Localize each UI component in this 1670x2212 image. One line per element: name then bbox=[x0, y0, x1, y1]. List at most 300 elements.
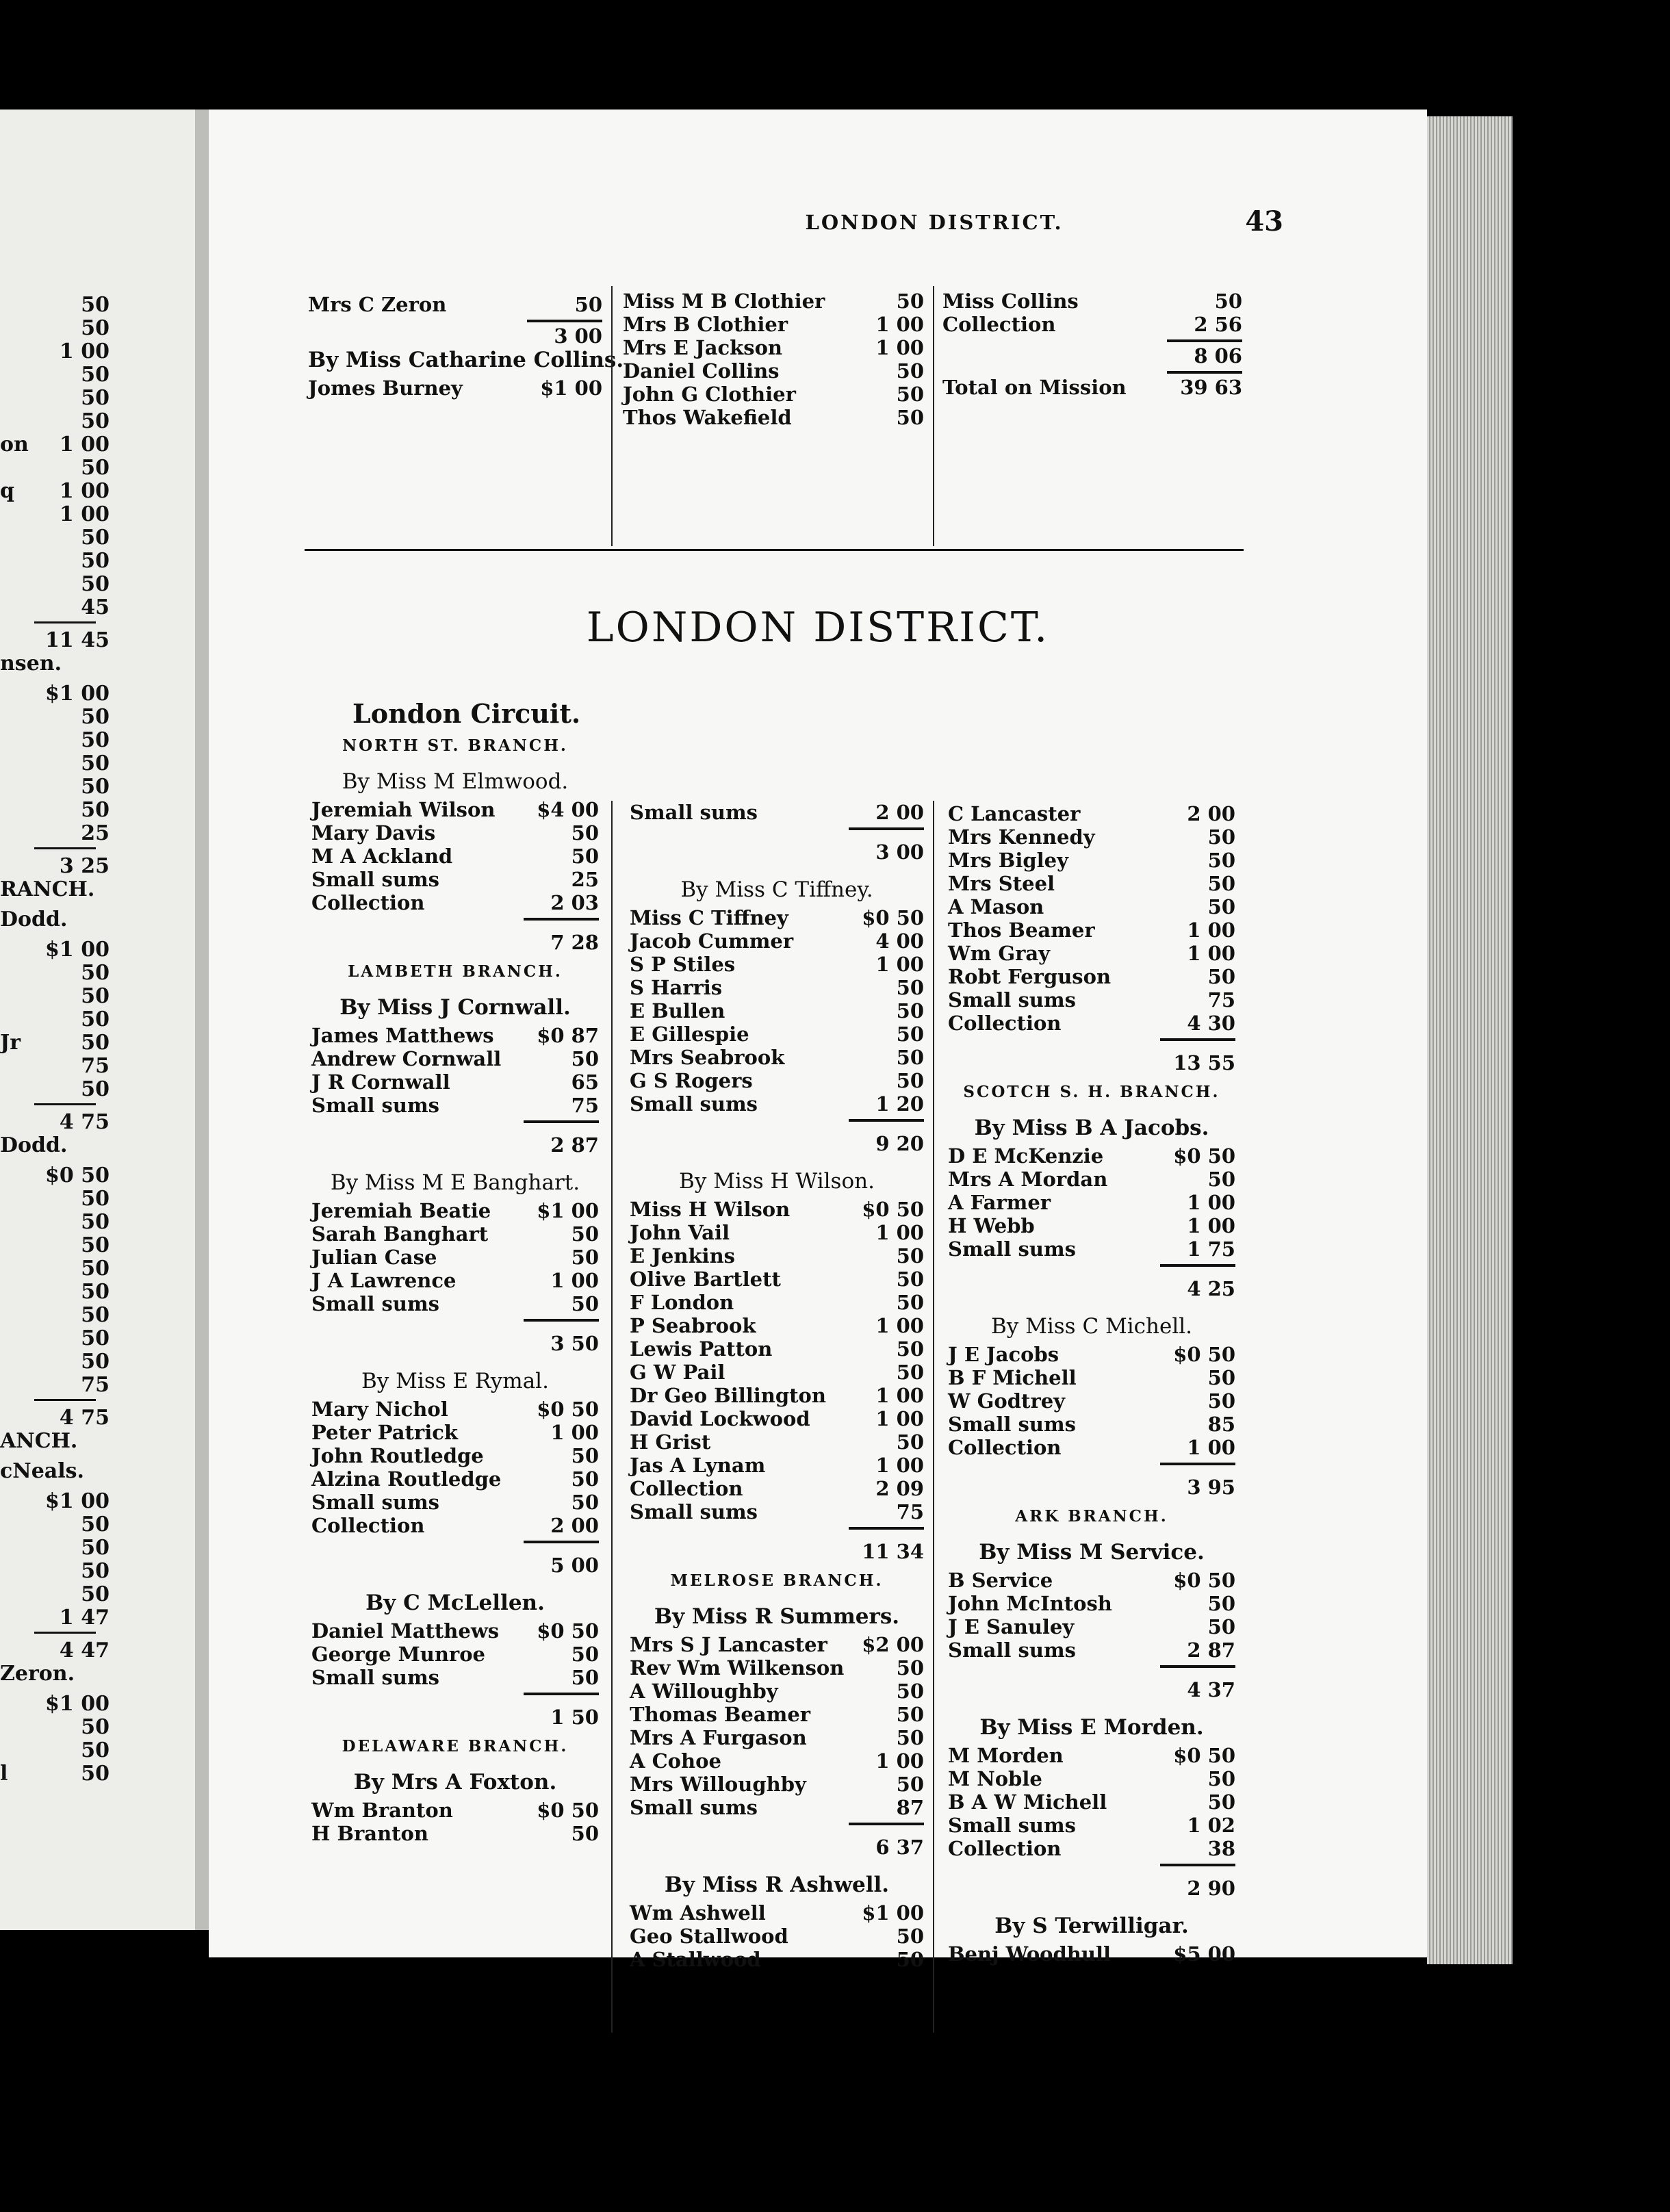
subscriber-row bbox=[623, 290, 924, 313]
subscriber-name: J A Lawrence bbox=[311, 1269, 457, 1292]
total-rule bbox=[948, 1459, 1235, 1467]
subscriber-name: Collection bbox=[942, 313, 1056, 336]
subscription-amount: 2 56 bbox=[1194, 313, 1242, 336]
subtotal-row bbox=[948, 1467, 1235, 1507]
collector-heading bbox=[948, 1309, 1235, 1343]
subscription-amount: 50 bbox=[1207, 1790, 1235, 1814]
circuit-title: London Circuit. bbox=[352, 698, 581, 729]
subscriber-row bbox=[311, 1246, 599, 1269]
subscriber-name: A Farmer bbox=[948, 1191, 1051, 1214]
subscriber-row bbox=[308, 293, 602, 316]
subscriber-name: David Lockwood bbox=[630, 1407, 810, 1430]
subscriber-name: Small sums bbox=[311, 1666, 439, 1689]
subscription-amount: 50 bbox=[1207, 1615, 1235, 1638]
subscriber-name: Collection bbox=[311, 1514, 425, 1537]
subscription-amount: $0 50 bbox=[537, 1619, 599, 1643]
left-page-amount: 50 bbox=[81, 1007, 110, 1031]
subscriber-row bbox=[948, 942, 1235, 965]
subscription-amount: 50 bbox=[896, 1244, 924, 1268]
subscriber-name: Mrs S J Lancaster bbox=[630, 1633, 827, 1656]
left-page-amount: 50 bbox=[81, 1031, 110, 1055]
subscriber-row bbox=[630, 999, 924, 1023]
subscription-amount: 1 00 bbox=[550, 1421, 599, 1444]
left-page-amount: 50 bbox=[81, 1187, 110, 1211]
subscription-amount: 50 bbox=[896, 1726, 924, 1749]
subscription-amount: 50 bbox=[571, 1292, 599, 1315]
left-page-amount: 50 bbox=[81, 961, 110, 985]
collector-name: By Miss C Michell. bbox=[990, 1314, 1193, 1339]
left-page-text: on bbox=[0, 433, 29, 456]
subscription-amount: 50 bbox=[896, 1069, 924, 1092]
subscriber-row bbox=[630, 1221, 924, 1244]
subscriber-row bbox=[948, 1436, 1235, 1459]
subscriber-name: A Stallwood bbox=[630, 1948, 761, 1971]
subscription-amount: 50 bbox=[896, 1680, 924, 1703]
subscriber-name: A Cohoe bbox=[630, 1749, 721, 1773]
left-page-text: cNeals. bbox=[0, 1459, 84, 1483]
subscriber-row bbox=[948, 1569, 1235, 1592]
subscription-amount: 87 bbox=[896, 1796, 924, 1819]
left-page-text: ANCH. bbox=[0, 1429, 78, 1453]
subscription-amount: 1 00 bbox=[1187, 918, 1235, 942]
subscriber-name: E Bullen bbox=[630, 999, 725, 1023]
left-page-amount: 50 bbox=[81, 363, 110, 387]
subscriber-row bbox=[948, 1144, 1235, 1168]
subscriber-row bbox=[630, 1046, 924, 1069]
subscriber-row bbox=[630, 1500, 924, 1523]
subscriber-name: S Harris bbox=[630, 976, 723, 999]
subtotal-amount: 2 90 bbox=[1187, 1877, 1235, 1900]
subscription-amount: 1 00 bbox=[875, 1221, 924, 1244]
subscription-amount: 75 bbox=[1207, 988, 1235, 1012]
subscription-amount: 50 bbox=[571, 1666, 599, 1689]
circuit-heading bbox=[311, 698, 599, 736]
subscription-amount: 50 bbox=[571, 1246, 599, 1269]
left-page-amount: $0 50 bbox=[45, 1163, 110, 1187]
collector-heading bbox=[948, 1908, 1235, 1942]
subscriber-name: Sarah Banghart bbox=[311, 1222, 489, 1246]
branch-heading bbox=[948, 1083, 1235, 1110]
subscriber-row bbox=[311, 868, 599, 891]
subscription-amount: 50 bbox=[571, 821, 599, 845]
subscriber-name: H Webb bbox=[948, 1214, 1035, 1237]
subscription-amount: 1 00 bbox=[875, 313, 924, 336]
branch-heading bbox=[948, 1507, 1235, 1534]
subscriber-row bbox=[948, 1012, 1235, 1035]
subscription-amount: 1 00 bbox=[875, 1749, 924, 1773]
subscriber-name: Jeremiah Beatie bbox=[311, 1199, 491, 1222]
left-page-amount: 1 00 bbox=[59, 433, 110, 456]
left-page-amount: 50 bbox=[81, 705, 110, 729]
subscription-amount: 1 00 bbox=[875, 336, 924, 359]
subscription-amount: 50 bbox=[1207, 895, 1235, 918]
subscription-amount: 50 bbox=[1214, 290, 1242, 313]
subtotal-amount: 7 28 bbox=[550, 931, 599, 954]
subscriber-name: Small sums bbox=[311, 1292, 439, 1315]
subscriber-row bbox=[311, 1822, 599, 1845]
subscriber-row bbox=[630, 1291, 924, 1314]
subscription-amount: 50 bbox=[896, 999, 924, 1023]
total-rule bbox=[948, 1860, 1235, 1868]
subscriber-row bbox=[630, 1901, 924, 1925]
collector-name: By Miss M E Banghart. bbox=[330, 1170, 580, 1195]
subtotal-amount: 3 95 bbox=[1187, 1476, 1235, 1499]
left-page-text: Dodd. bbox=[0, 1133, 68, 1157]
right-page bbox=[209, 110, 1427, 1971]
subscriber-row bbox=[311, 1666, 599, 1689]
subscriber-row bbox=[630, 1430, 924, 1454]
column-rule bbox=[933, 801, 934, 2033]
subscriber-row bbox=[948, 1413, 1235, 1436]
subscriber-row bbox=[948, 1366, 1235, 1389]
subscriber-row bbox=[311, 1619, 599, 1643]
collector-name: By Miss E Morden. bbox=[979, 1715, 1204, 1740]
subscriber-name: Jacob Cummer bbox=[630, 929, 794, 953]
subscriber-row bbox=[630, 1337, 924, 1361]
left-page-amount: 50 bbox=[81, 1738, 110, 1762]
subscriber-name: B F Michell bbox=[948, 1366, 1077, 1389]
subscriber-row bbox=[630, 1244, 924, 1268]
running-title: LONDON DISTRICT. bbox=[805, 211, 1064, 234]
subtotal-row bbox=[311, 1125, 599, 1165]
left-page-amount: 50 bbox=[81, 1303, 110, 1327]
subscription-amount: 4 00 bbox=[875, 929, 924, 953]
subscriber-row bbox=[948, 1814, 1235, 1837]
subscriber-row bbox=[948, 1389, 1235, 1413]
subtotal-amount: 2 87 bbox=[550, 1133, 599, 1157]
subtotal-amount: 6 37 bbox=[875, 1836, 924, 1859]
subtotal-row bbox=[948, 1670, 1235, 1710]
subscriber-name: Miss H Wilson bbox=[630, 1198, 791, 1221]
collector-name: By Miss E Rymal. bbox=[361, 1369, 549, 1393]
subscription-amount: 50 bbox=[896, 1291, 924, 1314]
subscriber-row bbox=[948, 918, 1235, 942]
total-rule bbox=[34, 1632, 96, 1634]
subscriber-row bbox=[311, 1024, 599, 1047]
subscriber-row bbox=[630, 1925, 924, 1948]
subscriber-name: W Godtrey bbox=[948, 1389, 1066, 1413]
subscriber-name: B A W Michell bbox=[948, 1790, 1107, 1814]
subscription-amount: 65 bbox=[571, 1070, 599, 1094]
subscriber-row bbox=[630, 1384, 924, 1407]
total-rule bbox=[630, 1523, 924, 1532]
subscriber-row bbox=[311, 1070, 599, 1094]
subscription-amount: 50 bbox=[571, 1491, 599, 1514]
subscriber-name: Mrs A Furgason bbox=[630, 1726, 807, 1749]
subscriber-name: G W Pail bbox=[630, 1361, 725, 1384]
total-rule bbox=[948, 1261, 1235, 1269]
left-page-amount: 50 bbox=[81, 456, 110, 480]
district-title: LONDON DISTRICT. bbox=[586, 604, 1050, 652]
subscriber-name: Collection bbox=[311, 891, 425, 914]
branch-heading bbox=[630, 1571, 924, 1599]
subscriber-name: J E Sanuley bbox=[948, 1615, 1075, 1638]
subscriber-name: Mary Davis bbox=[311, 821, 436, 845]
subtotal-row bbox=[630, 1532, 924, 1571]
subscription-amount: 50 bbox=[571, 845, 599, 868]
subscription-amount: $0 50 bbox=[1173, 1569, 1235, 1592]
left-page-amount: 50 bbox=[81, 409, 110, 433]
total-rule bbox=[630, 824, 924, 832]
subscriber-row bbox=[948, 1168, 1235, 1191]
subscriber-row bbox=[948, 1942, 1235, 1966]
subscription-amount: $5 00 bbox=[1173, 1942, 1235, 1966]
left-page-amount: 4 47 bbox=[59, 1638, 110, 1662]
subscriber-row bbox=[308, 376, 602, 400]
branch-title: NORTH ST. BRANCH. bbox=[342, 736, 568, 755]
subscription-amount: 1 00 bbox=[1187, 1191, 1235, 1214]
branch-heading bbox=[311, 736, 599, 764]
subscriber-row bbox=[942, 313, 1242, 336]
collector-name: By Miss M Elmwood. bbox=[342, 769, 569, 794]
subscriber-row bbox=[942, 376, 1242, 399]
subscriber-name: Daniel Collins bbox=[623, 359, 780, 383]
subscription-amount: $0 50 bbox=[537, 1799, 599, 1822]
total-rule bbox=[311, 1537, 599, 1545]
left-page-amount: 50 bbox=[81, 526, 110, 550]
total-rule bbox=[34, 1399, 96, 1401]
total-rule bbox=[311, 1117, 599, 1125]
subscriber-row bbox=[630, 1726, 924, 1749]
subscriber-name: B Service bbox=[948, 1569, 1053, 1592]
subscription-amount: 2 03 bbox=[550, 891, 599, 914]
subscriber-row bbox=[948, 872, 1235, 895]
subscriber-name: Mrs A Mordan bbox=[948, 1168, 1108, 1191]
subscriber-name: Andrew Cornwall bbox=[311, 1047, 502, 1070]
left-page-amount: $1 00 bbox=[45, 1489, 110, 1513]
subscription-amount: 1 75 bbox=[1187, 1237, 1235, 1261]
subscriber-name: Small sums bbox=[311, 868, 439, 891]
subscriber-name: Mrs Seabrook bbox=[630, 1046, 785, 1069]
subscription-amount: 50 bbox=[896, 1337, 924, 1361]
branch-title: LAMBETH BRANCH. bbox=[348, 962, 563, 981]
subscriber-name: C Lancaster bbox=[948, 802, 1081, 825]
subscriber-row bbox=[630, 1314, 924, 1337]
subscription-amount: 50 bbox=[896, 1948, 924, 1971]
branch-title: DELAWARE BRANCH. bbox=[342, 1737, 569, 1756]
subscription-amount: 50 bbox=[1207, 965, 1235, 988]
subscriber-name: Mrs Bigley bbox=[948, 849, 1068, 872]
subtotal-row bbox=[948, 1043, 1235, 1083]
collector-heading bbox=[311, 1363, 599, 1398]
left-page-amount: $1 00 bbox=[45, 682, 110, 706]
subscriber-row bbox=[630, 976, 924, 999]
subscriber-row bbox=[311, 1799, 599, 1822]
subscriber-name: Small sums bbox=[948, 1638, 1076, 1662]
subtotal-amount: 4 25 bbox=[1187, 1277, 1235, 1300]
subscriber-name: Mrs Kennedy bbox=[948, 825, 1095, 849]
subscriber-row bbox=[948, 849, 1235, 872]
subscriber-name: Wm Branton bbox=[311, 1799, 453, 1822]
subscriber-name: Collection bbox=[948, 1837, 1062, 1860]
subscriber-row bbox=[630, 953, 924, 976]
subscriber-row bbox=[630, 1703, 924, 1726]
subscription-amount: 50 bbox=[571, 1643, 599, 1666]
subscriber-name: Mrs E Jackson bbox=[623, 336, 783, 359]
subscriber-name: James Matthews bbox=[311, 1024, 494, 1047]
circuit-column-2 bbox=[630, 801, 924, 1971]
subscription-amount: 50 bbox=[574, 293, 602, 316]
subscription-amount: 50 bbox=[1207, 872, 1235, 895]
subscription-amount: 85 bbox=[1207, 1413, 1235, 1436]
left-page-amount: 50 bbox=[81, 1233, 110, 1257]
subscriber-row bbox=[630, 1773, 924, 1796]
collector-heading bbox=[311, 990, 599, 1024]
subscriber-row bbox=[630, 906, 924, 929]
subscriber-row bbox=[948, 895, 1235, 918]
subscriber-row bbox=[630, 1477, 924, 1500]
subscriber-name: Jeremiah Wilson bbox=[311, 798, 496, 821]
subscriber-name: M A Ackland bbox=[311, 845, 453, 868]
top-table-column-3 bbox=[942, 290, 1242, 399]
total-rule bbox=[948, 1035, 1235, 1043]
subscription-amount: 2 00 bbox=[875, 801, 924, 824]
subscriber-row bbox=[311, 1199, 599, 1222]
subscriber-name: Mrs C Zeron bbox=[308, 293, 447, 316]
top-table-column-2 bbox=[623, 290, 924, 429]
subscriber-name: Thos Wakefield bbox=[623, 406, 792, 429]
subscriber-name: M Noble bbox=[948, 1767, 1042, 1790]
left-page-text: l bbox=[0, 1762, 8, 1786]
subscriber-name: P Seabrook bbox=[630, 1314, 756, 1337]
page-edges bbox=[1427, 116, 1513, 1964]
left-page-amount: 45 bbox=[81, 595, 110, 619]
subscription-amount: $0 50 bbox=[862, 1198, 924, 1221]
left-page-amount: 4 75 bbox=[59, 1406, 110, 1430]
subscriber-row bbox=[942, 344, 1242, 368]
left-page-amount: 75 bbox=[81, 1054, 110, 1078]
subtotal-row bbox=[311, 1545, 599, 1585]
collector-heading bbox=[630, 1867, 924, 1901]
subscriber-name: S P Stiles bbox=[630, 953, 736, 976]
subscriber-name: Small sums bbox=[630, 1796, 758, 1819]
subscriber-name: F London bbox=[630, 1291, 734, 1314]
subscriber-row bbox=[311, 891, 599, 914]
subscriber-name: J E Jacobs bbox=[948, 1343, 1059, 1366]
left-page-text: nsen. bbox=[0, 652, 62, 676]
subscriber-name: Robt Ferguson bbox=[948, 965, 1112, 988]
subscriber-name: Alzina Routledge bbox=[311, 1467, 502, 1491]
subtotal-amount: 1 50 bbox=[550, 1706, 599, 1729]
subscriber-name: Small sums bbox=[948, 988, 1076, 1012]
subscriber-row bbox=[630, 1069, 924, 1092]
left-page-amount: $1 00 bbox=[45, 1692, 110, 1716]
left-page-amount: 11 45 bbox=[45, 628, 110, 652]
branch-heading bbox=[311, 962, 599, 990]
subscriber-name: Small sums bbox=[948, 1814, 1076, 1837]
subscription-amount: 50 bbox=[1207, 1767, 1235, 1790]
subscriber-row bbox=[311, 1222, 599, 1246]
collector-name: By C McLellen. bbox=[365, 1591, 545, 1615]
top-table-column-1 bbox=[308, 293, 624, 400]
subscriber-row bbox=[311, 1514, 599, 1537]
subscriber-name: Miss Collins bbox=[942, 290, 1079, 313]
subscriber-row bbox=[623, 406, 924, 429]
left-page-amount: 1 47 bbox=[59, 1606, 110, 1630]
subscriber-row bbox=[948, 1592, 1235, 1615]
subscriber-row bbox=[311, 1444, 599, 1467]
subscriber-name: Benj Woodhull bbox=[948, 1942, 1112, 1966]
subscriber-name: Daniel Matthews bbox=[311, 1619, 500, 1643]
subtotal-amount: 9 20 bbox=[875, 1132, 924, 1155]
subscription-amount: 50 bbox=[896, 976, 924, 999]
subscription-amount: 50 bbox=[1207, 1366, 1235, 1389]
subscriber-row bbox=[948, 988, 1235, 1012]
subscriber-row bbox=[630, 1796, 924, 1819]
subscription-amount: 1 00 bbox=[875, 1384, 924, 1407]
subscription-amount: 1 00 bbox=[1187, 1436, 1235, 1459]
collector-heading bbox=[311, 764, 599, 798]
subscriber-name: Small sums bbox=[311, 1094, 439, 1117]
subscriber-row bbox=[311, 1269, 599, 1292]
subscriber-name: Wm Gray bbox=[948, 942, 1051, 965]
left-page-amount: 50 bbox=[81, 1559, 110, 1583]
subscriber-name: Thomas Beamer bbox=[630, 1703, 811, 1726]
left-page-amount: 50 bbox=[81, 1077, 110, 1101]
subscription-amount: 50 bbox=[1207, 1592, 1235, 1615]
subscriber-name: Mary Nichol bbox=[311, 1398, 448, 1421]
subscriber-name: H Grist bbox=[630, 1430, 711, 1454]
subscriber-row bbox=[311, 821, 599, 845]
left-page-amount: 75 bbox=[81, 1373, 110, 1397]
collector-heading bbox=[948, 1110, 1235, 1144]
subscriber-name: Collection bbox=[948, 1436, 1062, 1459]
collector-heading bbox=[311, 1165, 599, 1199]
subscription-amount: 50 bbox=[896, 359, 924, 383]
subscriber-row bbox=[630, 1407, 924, 1430]
subscriber-name: Small sums bbox=[630, 1092, 758, 1116]
branch-title: SCOTCH S. H. BRANCH. bbox=[963, 1083, 1220, 1101]
subtotal-amount: 13 55 bbox=[1173, 1051, 1235, 1075]
left-page-amount: 50 bbox=[81, 1513, 110, 1536]
subscriber-row bbox=[948, 1615, 1235, 1638]
subscriber-row bbox=[630, 1361, 924, 1384]
subscriber-name: Lewis Patton bbox=[630, 1337, 773, 1361]
collector-name: By Miss C Tiffney. bbox=[680, 877, 873, 902]
subscriber-name: Small sums bbox=[311, 1491, 439, 1514]
left-page-amount: $1 00 bbox=[45, 938, 110, 962]
subtotal-row bbox=[948, 1269, 1235, 1309]
subscriber-name: Peter Patrick bbox=[311, 1421, 458, 1444]
collector-name: By Miss R Ashwell. bbox=[664, 1873, 890, 1897]
subscription-amount: 1 20 bbox=[875, 1092, 924, 1116]
left-page-amount: 50 bbox=[81, 316, 110, 340]
subscriber-row bbox=[311, 1292, 599, 1315]
subscriber-name: Small sums bbox=[948, 1413, 1076, 1436]
total-rule bbox=[311, 1689, 599, 1697]
subscriber-name: Small sums bbox=[630, 801, 758, 824]
subscriber-row bbox=[948, 825, 1235, 849]
total-rule bbox=[311, 914, 599, 923]
subscriber-row bbox=[311, 1047, 599, 1070]
total-rule bbox=[34, 621, 96, 623]
subscriber-row bbox=[948, 1744, 1235, 1767]
subtotal-row bbox=[630, 1124, 924, 1163]
subscriber-name: Dr Geo Billington bbox=[630, 1384, 826, 1407]
subscription-amount: 50 bbox=[896, 1925, 924, 1948]
subscription-amount: $2 00 bbox=[862, 1633, 924, 1656]
subscriber-name: John McIntosh bbox=[948, 1592, 1112, 1615]
top-table-bottom-rule bbox=[305, 549, 1244, 551]
subtotal-row bbox=[630, 832, 924, 872]
subscriber-row bbox=[630, 1633, 924, 1656]
subscriber-row bbox=[630, 1268, 924, 1291]
subscription-amount: 75 bbox=[571, 1094, 599, 1117]
total-rule bbox=[630, 1819, 924, 1827]
left-page-amount: 1 00 bbox=[59, 339, 110, 363]
subscriber-name: John Vail bbox=[630, 1221, 730, 1244]
left-page-amount: 25 bbox=[81, 821, 110, 845]
